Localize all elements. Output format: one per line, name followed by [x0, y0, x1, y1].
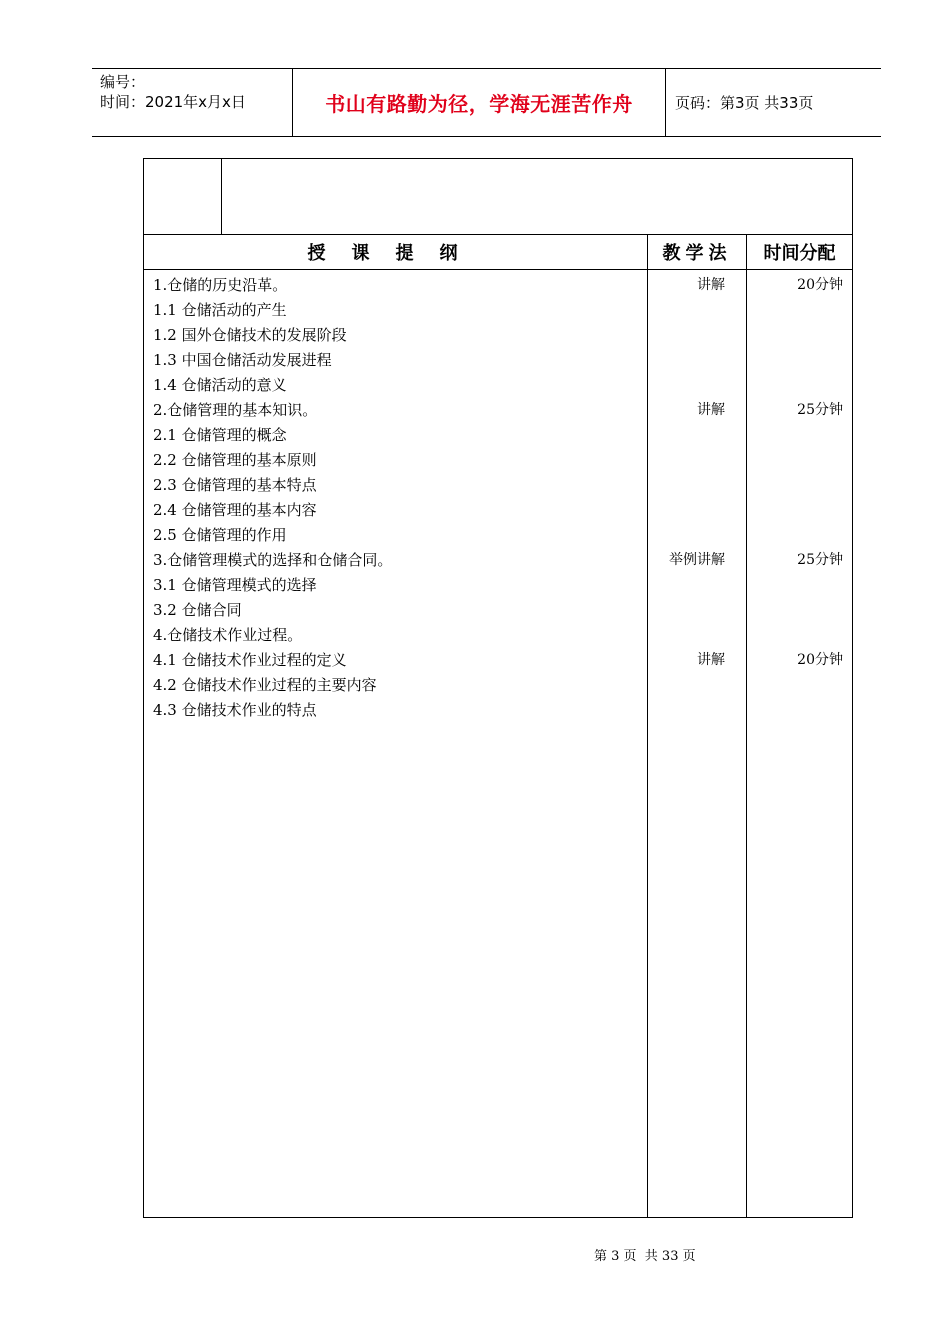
method-cell: 讲解	[697, 652, 725, 668]
header-page-cell	[665, 69, 881, 136]
time-cell: 20分钟	[797, 652, 843, 668]
outline-line: 3.仓储管理模式的选择和仓储合同。	[153, 551, 393, 569]
outline-line: 1.仓储的历史沿革。	[153, 276, 288, 294]
time-label: 时间：2021年x月x日	[100, 93, 246, 111]
column-divider-time	[746, 234, 747, 1217]
number-label: 编号：	[100, 73, 146, 91]
outline-line: 4.1 仓储技术作业过程的定义	[153, 651, 347, 669]
header-motto-cell	[292, 69, 666, 136]
motto-text: 书山有路勤为径，学海无涯苦作舟	[325, 92, 633, 116]
page-footer: 第 3 页 共 33 页	[594, 1249, 696, 1264]
outline-line: 2.4 仓储管理的基本内容	[153, 501, 317, 519]
outline-line: 2.3 仓储管理的基本特点	[153, 476, 317, 494]
time-cell: 25分钟	[797, 552, 843, 568]
outline-line: 2.2 仓储管理的基本原则	[153, 451, 317, 469]
column-header-time: 时间分配	[763, 243, 836, 264]
outline-list	[153, 273, 643, 723]
outline-line: 1.4 仓储活动的意义	[153, 376, 287, 394]
outline-line: 2.5 仓储管理的作用	[153, 526, 287, 544]
method-cell: 讲解	[697, 277, 725, 293]
outline-line: 2.1 仓储管理的概念	[153, 426, 287, 444]
time-cell: 25分钟	[797, 402, 843, 418]
column-header-outline: 授课提纲	[307, 243, 484, 264]
outline-line: 3.1 仓储管理模式的选择	[153, 576, 317, 594]
outline-line: 3.2 仓储合同	[153, 601, 242, 619]
empty-top-left-cell	[144, 159, 222, 234]
outline-line: 4.3 仓储技术作业的特点	[153, 701, 317, 719]
header-meta	[92, 69, 292, 136]
method-cell: 讲解	[697, 402, 725, 418]
time-cell: 20分钟	[797, 277, 843, 293]
method-cell: 举例讲解	[669, 552, 725, 568]
outline-line: 4.仓储技术作业过程。	[153, 626, 303, 644]
page-label: 页码：第3页 共33页	[675, 94, 814, 112]
outline-line: 1.1 仓储活动的产生	[153, 301, 287, 319]
outline-line: 1.2 国外仓储技术的发展阶段	[153, 326, 347, 344]
document-header	[92, 68, 881, 137]
column-header-method: 教学法	[662, 243, 732, 264]
column-divider-method	[647, 234, 648, 1217]
lesson-table	[143, 158, 853, 1218]
outline-line: 2.仓储管理的基本知识。	[153, 401, 318, 419]
outline-line: 1.3 中国仓储活动发展进程	[153, 351, 332, 369]
outline-line: 4.2 仓储技术作业过程的主要内容	[153, 676, 377, 694]
